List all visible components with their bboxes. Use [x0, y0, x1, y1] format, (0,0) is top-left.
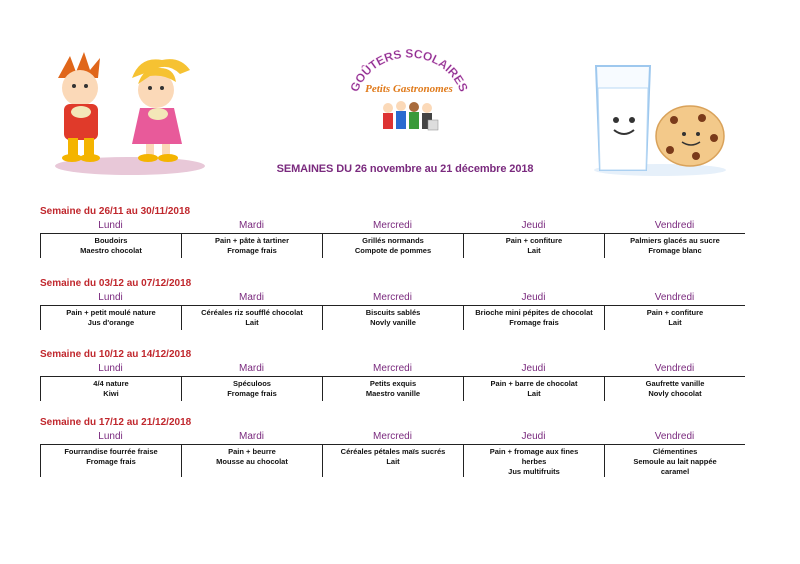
day-name: Lundi	[98, 220, 123, 231]
menu-cell	[463, 445, 604, 477]
menu-item: Céréales riz soufflé chocolat	[201, 308, 303, 317]
menu-item: Clémentines	[652, 447, 698, 456]
day-name: Mercredi	[373, 220, 412, 231]
petits-gastronomes-logo	[344, 40, 474, 150]
boy-figure	[58, 52, 100, 162]
menu-item: Fromage frais	[227, 246, 277, 255]
menu-cell	[40, 306, 181, 330]
menu-item: caramel	[660, 467, 690, 476]
day-name: Lundi	[98, 292, 123, 303]
menu-cell	[463, 377, 604, 401]
menu-cell	[604, 445, 745, 477]
menu-cell	[322, 306, 463, 330]
day-name: Mercredi	[373, 292, 412, 303]
week-block	[40, 278, 745, 330]
menu-item: Lait	[245, 318, 259, 327]
menu-cell	[322, 445, 463, 477]
menu-item: Fromage frais	[509, 318, 559, 327]
menu-item: Céréales pétales maïs sucrés	[340, 447, 446, 456]
menu-item: Petits exquis	[369, 379, 417, 388]
menu-cell	[604, 377, 745, 401]
menu-item: Novly vanille	[370, 318, 416, 327]
menu-item: Pain + barre de chocolat	[490, 379, 578, 388]
logo-brand-text: Petits Gastronomes	[365, 83, 453, 95]
day-name: Jeudi	[521, 220, 546, 231]
day-header-row	[40, 218, 745, 233]
day-name: Mardi	[238, 292, 264, 303]
menu-item: Lait	[386, 457, 400, 466]
menu-row	[40, 305, 745, 330]
period-subtitle: SEMAINES DU 26 novembre au 21 décembre 2018	[276, 163, 534, 175]
menu-cell	[40, 234, 181, 258]
menu-item: Lait	[527, 246, 541, 255]
menu-cell	[463, 234, 604, 258]
menu-cell	[322, 234, 463, 258]
menu-cell	[322, 377, 463, 401]
menu-item: Compote de pommes	[354, 246, 432, 255]
day-name: Lundi	[98, 363, 123, 374]
day-name: Mardi	[238, 220, 264, 231]
day-header-row	[40, 429, 745, 444]
day-name: Jeudi	[521, 292, 546, 303]
day-name: Lundi	[98, 431, 123, 442]
day-name: Mercredi	[373, 363, 412, 374]
day-name: Mardi	[238, 363, 264, 374]
week-title: Semaine du 26/11 au 30/11/2018	[40, 206, 191, 217]
menu-item: Fromage blanc	[648, 246, 702, 255]
menu-row	[40, 233, 745, 258]
menu-item: Semoule au lait nappée	[633, 457, 717, 466]
week-title: Semaine du 17/12 au 21/12/2018	[40, 417, 192, 428]
day-name: Mardi	[238, 431, 264, 442]
menu-item: Spéculoos	[233, 379, 271, 388]
menu-item: Pain + pâte à tartiner	[215, 236, 289, 245]
menu-cell	[463, 306, 604, 330]
week-block	[40, 206, 745, 258]
children-eating-illustration	[40, 48, 210, 178]
menu-item: Palmiers glacés au sucre	[630, 236, 720, 245]
menu-item: Fromage frais	[86, 457, 136, 466]
menu-item: Pain + beurre	[228, 447, 276, 456]
menu-cell	[181, 306, 322, 330]
menu-item: herbes	[521, 457, 547, 466]
logo-arc-text: GOÛTERS SCOLAIRES	[347, 46, 471, 94]
day-header-row	[40, 290, 745, 305]
menu-cell	[40, 377, 181, 401]
menu-cell	[604, 306, 745, 330]
menu-item: Fourrandise fourrée fraise	[64, 447, 158, 456]
menu-cell	[181, 234, 322, 258]
day-name: Jeudi	[521, 431, 546, 442]
menu-item: Biscuits sablés	[365, 308, 421, 317]
menu-item: Jus multifruits	[508, 467, 560, 476]
menu-item: Gaufrette vanille	[645, 379, 705, 388]
menu-item: Brioche mini pépites de chocolat	[475, 308, 593, 317]
menu-item: Pain + confiture	[646, 308, 704, 317]
day-name: Jeudi	[521, 363, 546, 374]
menu-item: Jus d'orange	[87, 318, 135, 327]
week-block	[40, 349, 745, 401]
menu-item: Kiwi	[103, 389, 119, 398]
logo-chefs-figures	[383, 101, 438, 130]
menu-cell	[181, 445, 322, 477]
week-title: Semaine du 10/12 au 14/12/2018	[40, 349, 192, 360]
girl-figure	[132, 59, 190, 162]
day-name: Mercredi	[373, 431, 412, 442]
cookie	[656, 106, 724, 166]
menu-item: 4/4 nature	[93, 379, 129, 388]
week-title: Semaine du 03/12 au 07/12/2018	[40, 278, 192, 289]
milk-and-cookie-illustration	[590, 58, 730, 178]
day-name: Vendredi	[654, 220, 695, 231]
menu-row	[40, 444, 745, 477]
menu-row	[40, 376, 745, 401]
day-header-row	[40, 361, 745, 376]
menu-item: Pain + fromage aux fines	[489, 447, 579, 456]
week-block	[40, 417, 745, 477]
day-name: Vendredi	[654, 292, 695, 303]
menu-cell	[604, 234, 745, 258]
day-name: Vendredi	[654, 431, 695, 442]
menu-cell	[181, 377, 322, 401]
day-name: Vendredi	[654, 363, 695, 374]
menu-item: Lait	[668, 318, 682, 327]
menu-item: Maestro vanille	[365, 389, 421, 398]
menu-item: Fromage frais	[227, 389, 277, 398]
menu-item: Maestro chocolat	[80, 246, 142, 255]
menu-item: Pain + petit moulé nature	[66, 308, 156, 317]
menu-item: Boudoirs	[94, 236, 128, 245]
menu-item: Novly chocolat	[648, 389, 702, 398]
menu-item: Lait	[527, 389, 541, 398]
menu-item: Grillés normands	[362, 236, 424, 245]
menu-item: Mousse au chocolat	[216, 457, 288, 466]
menu-item: Pain + confiture	[505, 236, 563, 245]
menu-cell	[40, 445, 181, 477]
